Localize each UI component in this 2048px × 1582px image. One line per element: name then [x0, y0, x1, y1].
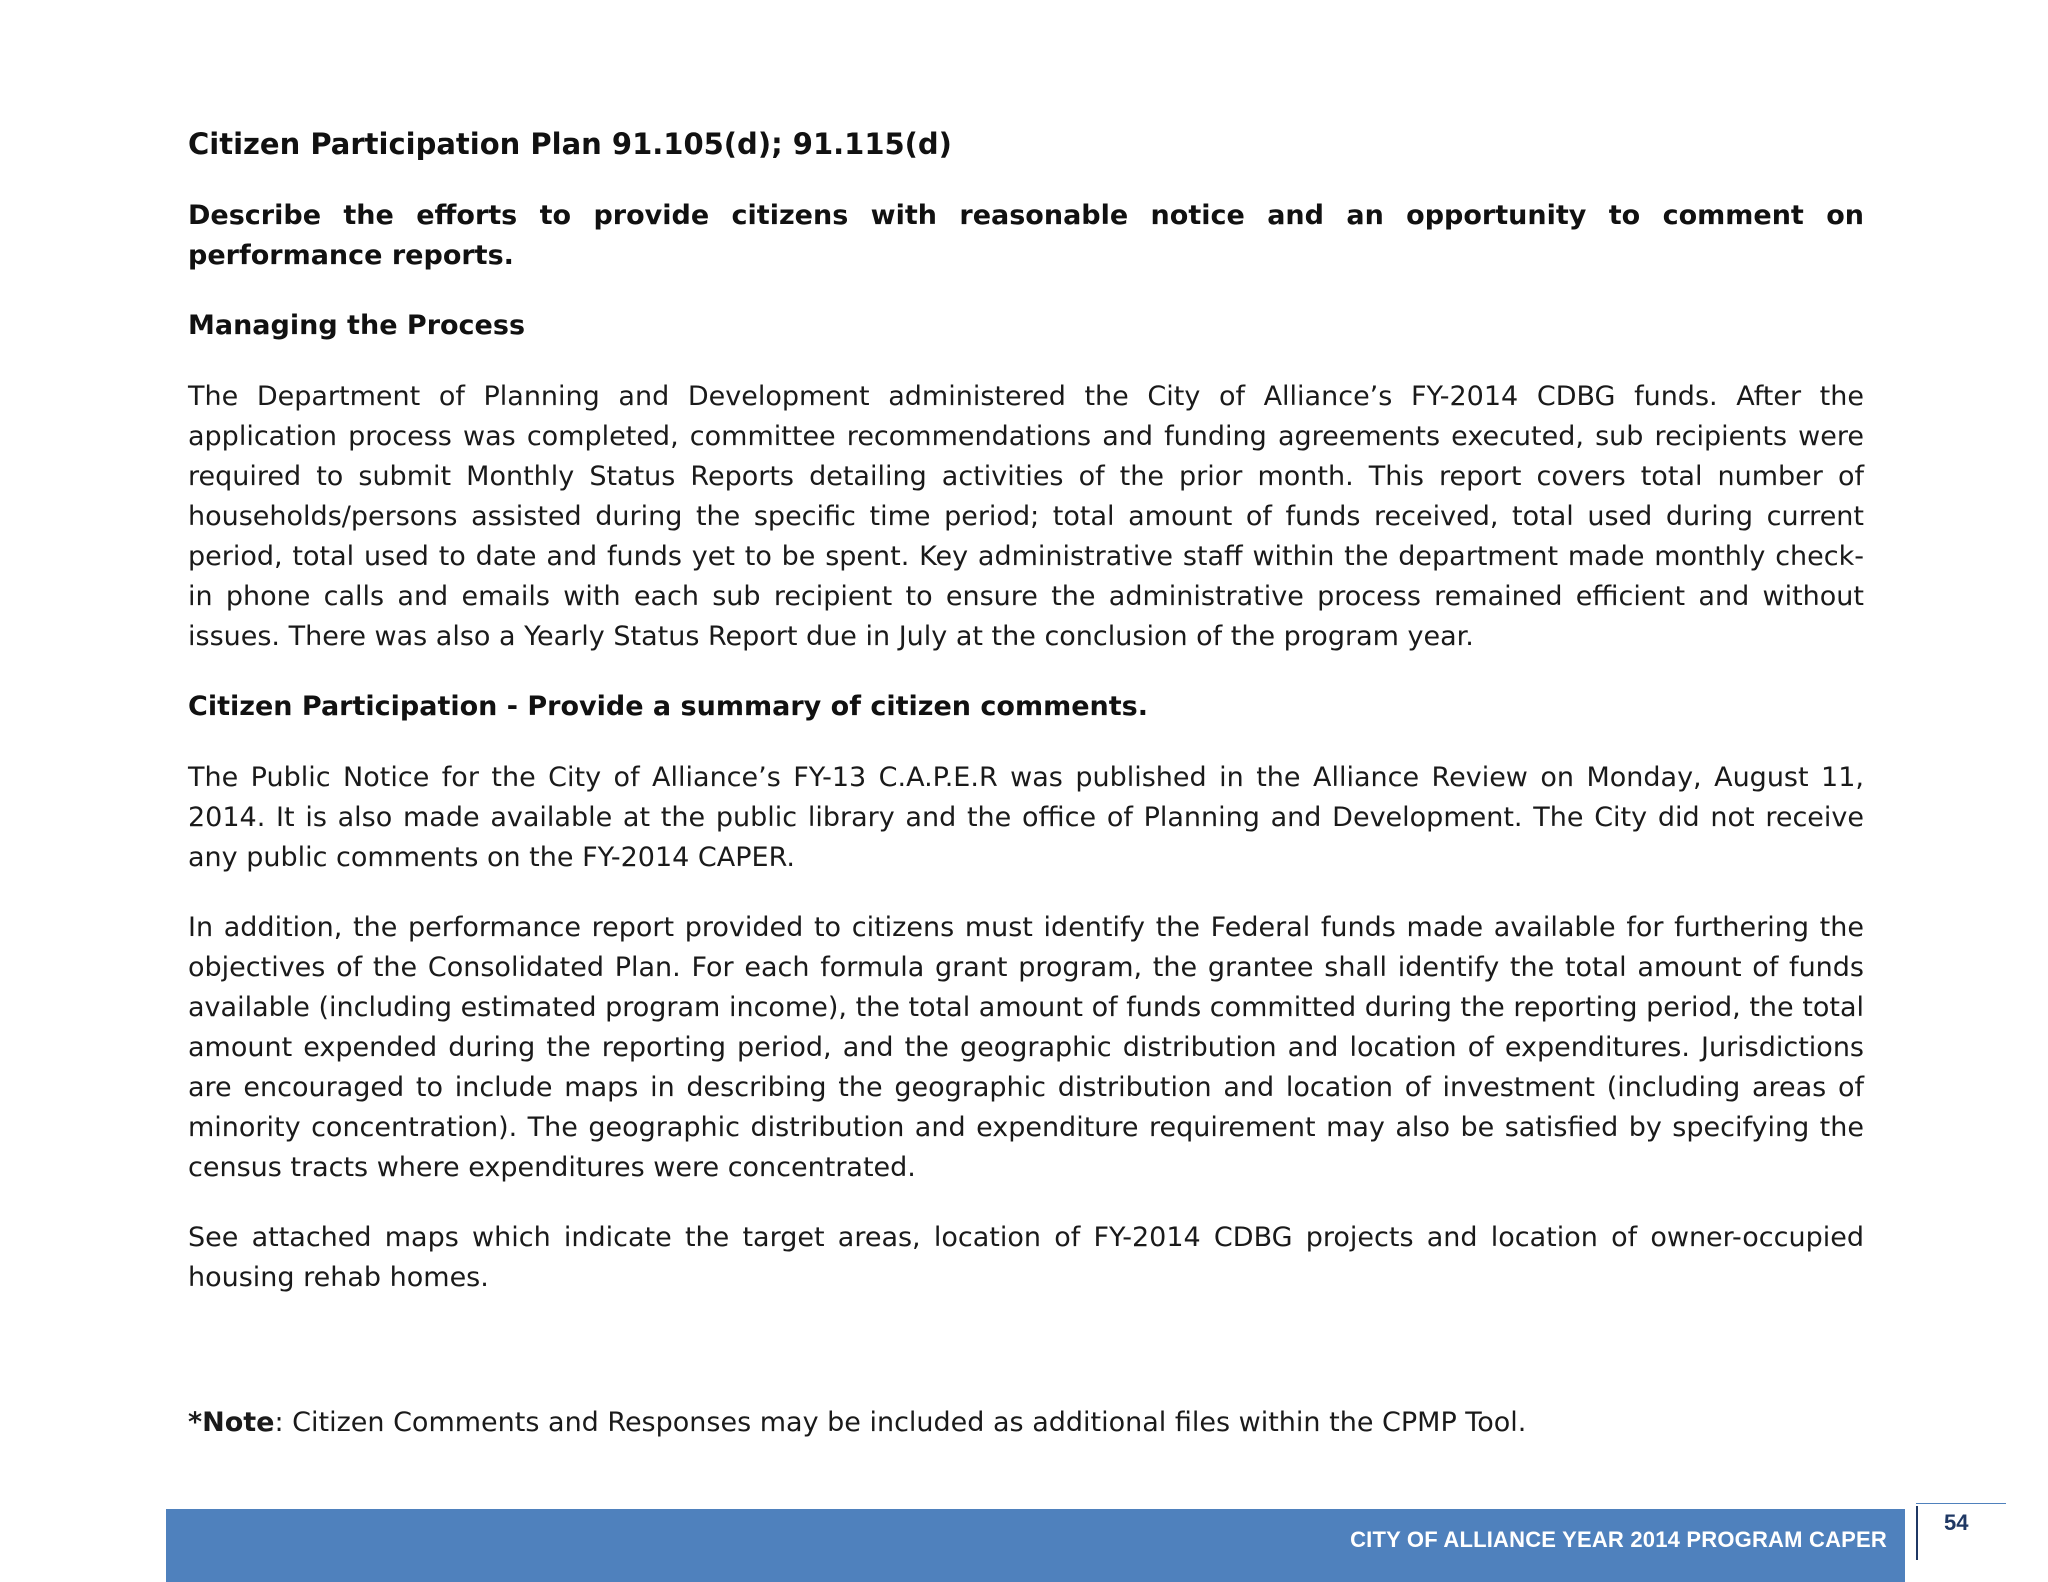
footer-title: CITY OF ALLIANCE YEAR 2014 PROGRAM CAPER: [1350, 1527, 1887, 1552]
note: [188, 1403, 1526, 1443]
note-text: : Citizen Comments and Responses may be included as additional files within the CPMP Tool.: [274, 1407, 1527, 1438]
subheading-managing-process: Managing the Process: [188, 310, 526, 341]
paragraph-attached-maps: See attached maps which indicate the target areas, location of FY-2014 CDBG projects and location of owner-occupied housing rehab homes.: [188, 1222, 1864, 1293]
paragraph-performance-report: In addition, the performance report provided to citizens must identify the Federal funds made available for furthering the objectives of the Consolidated Plan. For each formula grant program, the grantee shall identify the total amount of funds available (including estimated program income), the total amount of funds committed during the reporting period, the total amount expended during the reporting period, and the geographic distribution and location of expenditures. Jurisdictions are encouraged to include maps in describing the geographic distribution and location of investment (including areas of minority concentration). The geographic distribution and expenditure requirement may also be satisfied by specifying the census tracts where expenditures were concentrated.: [188, 912, 1864, 1183]
paragraph-managing-process: The Department of Planning and Development administered the City of Alliance’s FY-2014 CDBG funds. After the application process was completed, committee recommendations and funding agreements executed, sub recipients were required to submit Monthly Status Reports detailing activities of the prior month. This report covers total number of households/persons assisted during the specific time period; total amount of funds received, total used during current period, total used to date and funds yet to be spent. Key administrative staff within the department made monthly check-in phone calls and emails with each sub recipient to ensure the administrative process remained efficient and without issues. There was also a Yearly Status Report due in July at the conclusion of the program year.: [188, 381, 1864, 652]
note-label: *Note: [188, 1407, 275, 1438]
section-question: Describe the efforts to provide citizens with reasonable notice and an opportunity to comment on performance reports.: [188, 200, 1864, 271]
section-heading: Citizen Participation Plan 91.105(d); 91.115(d): [188, 127, 952, 161]
page-number-divider: [1916, 1506, 1918, 1560]
paragraph-public-notice: The Public Notice for the City of Alliance’s FY-13 C.A.P.E.R was published in the Alliance Review on Monday, August 11, 2014. It is also made available at the public library and the office of Planning and Development. The City did not receive any public comments on the FY-2014 CAPER.: [188, 762, 1864, 873]
page-number: 54: [1944, 1510, 1969, 1535]
document-body: [188, 124, 1864, 1328]
subheading-citizen-participation: Citizen Participation - Provide a summary of citizen comments.: [188, 691, 1149, 722]
footer-bar: [166, 1509, 1905, 1582]
page-number-top-rule: [1916, 1503, 2006, 1504]
